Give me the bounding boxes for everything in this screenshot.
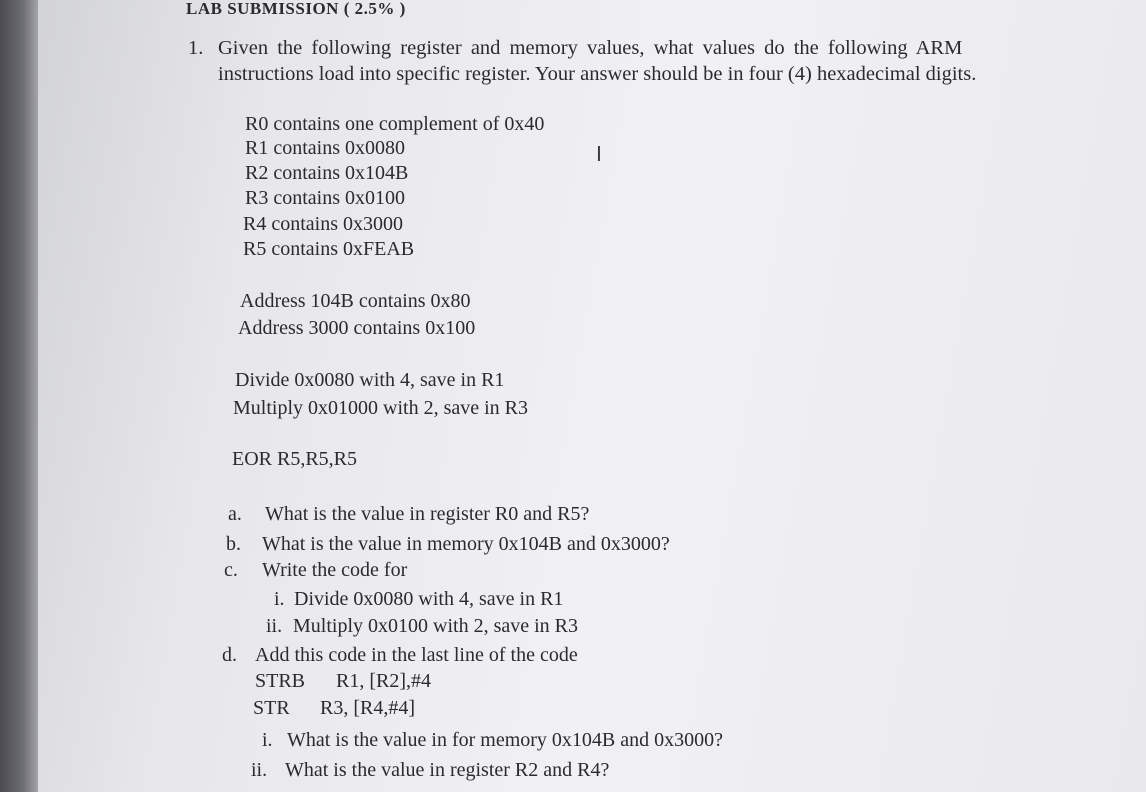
part-d-sub-i-text: What is the value in for memory 0x104B and 0x3000? (287, 729, 724, 751)
code-line-2-op: STR (253, 697, 290, 719)
operation-divide: Divide 0x0080 with 4, save in R1 (235, 369, 505, 391)
register-r3: R3 contains 0x0100 (245, 187, 405, 209)
part-c-sub-ii-marker: ii. (266, 615, 283, 637)
question-line-1: Given the following register and memory values, what values do the following ARM (218, 37, 963, 59)
register-r4: R4 contains 0x3000 (243, 213, 403, 235)
memory-3000: Address 3000 contains 0x100 (238, 317, 476, 339)
part-b-text: What is the value in memory 0x104B and 0x3000? (262, 533, 670, 555)
part-a-marker: a. (228, 503, 242, 525)
part-d-text: Add this code in the last line of the code (255, 644, 578, 666)
register-r1: R1 contains 0x0080 (245, 137, 405, 159)
register-r0: R0 contains one complement of 0x40 (245, 113, 545, 135)
part-b-marker: b. (226, 533, 241, 555)
register-r5: R5 contains 0xFEAB (243, 238, 415, 260)
operation-multiply: Multiply 0x01000 with 2, save in R3 (233, 397, 528, 419)
part-d-sub-i-marker: i. (262, 729, 273, 751)
part-d-sub-ii-text: What is the value in register R2 and R4? (285, 759, 610, 781)
part-d-marker: d. (222, 644, 237, 666)
code-line-2-args: R3, [R4,#4] (320, 697, 415, 719)
text-cursor-icon: I (596, 142, 602, 166)
register-r2: R2 contains 0x104B (245, 162, 409, 184)
question-number: 1. (188, 37, 204, 59)
question-line-2: instructions load into specific register. Your answer should be in four (4) hexadecimal digits. (218, 63, 977, 85)
part-c-text: Write the code for (262, 559, 408, 581)
memory-104b: Address 104B contains 0x80 (240, 290, 471, 312)
part-a-text: What is the value in register R0 and R5? (265, 503, 590, 525)
code-line-1-op: STRB (255, 670, 306, 692)
part-c-sub-i-marker: i. (274, 588, 285, 610)
part-d-sub-ii-marker: ii. (251, 759, 268, 781)
eor-instruction: EOR R5,R5,R5 (232, 448, 358, 470)
lab-title: LAB SUBMISSION ( 2.5% ) (186, 0, 406, 18)
part-c-marker: c. (224, 559, 238, 581)
part-c-sub-ii-text: Multiply 0x0100 with 2, save in R3 (293, 615, 578, 637)
part-c-sub-i-text: Divide 0x0080 with 4, save in R1 (294, 588, 564, 610)
code-line-1-args: R1, [R2],#4 (336, 670, 431, 692)
